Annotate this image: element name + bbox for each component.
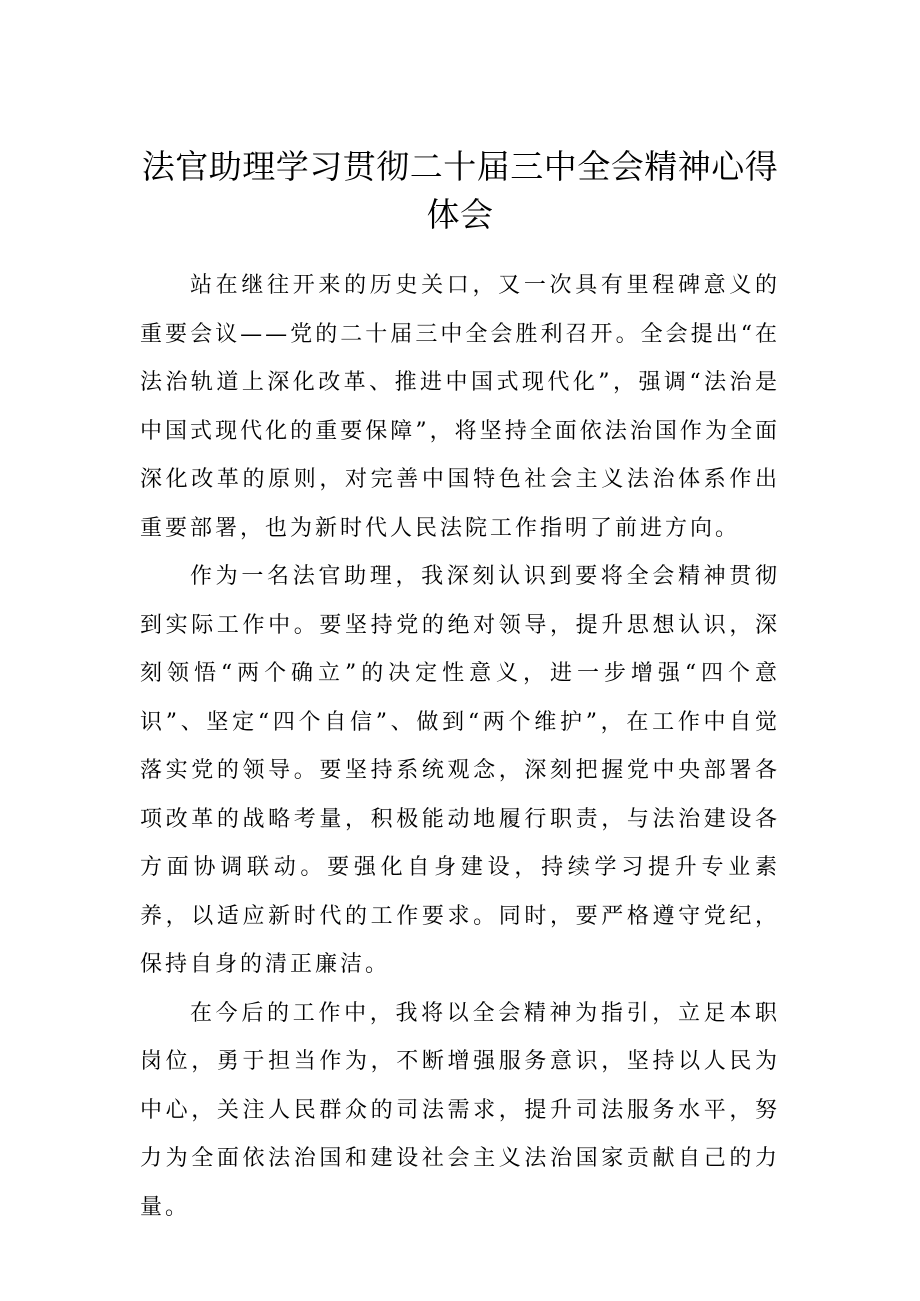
- document-body: [140, 262, 780, 1232]
- paragraph: 作为一名法官助理，我深刻认识到要将全会精神贯彻到实际工作中。要坚持党的绝对领导，提升思想认识，深刻领悟“两个确立”的决定性意义，进一步增强“四个意识”、坚定“四个自信”、做到“两个维护”，在工作中自觉落实党的领导。要坚持系统观念，深刻把握党中央部署各项改革的战略考量，积极能动地履行职责，与法治建设各方面协调联动。要强化自身建设，持续学习提升专业素养，以适应新时代的工作要求。同时，要严格遵守党纪，保持自身的清正廉洁。: [140, 564, 780, 977]
- paragraph: 站在继往开来的历史关口，又一次具有里程碑意义的重要会议——党的二十届三中全会胜利召开。全会提出“在法治轨道上深化改革、推进中国式现代化”，强调“法治是中国式现代化的重要保障”，将坚持全面依法治国作为全面深化改革的原则，对完善中国特色社会主义法治体系作出重要部署，也为新时代人民法院工作指明了前进方向。: [140, 273, 780, 541]
- page-title: 法官助理学习贯彻二十届三中全会精神心得体会: [141, 147, 779, 234]
- paragraph: 在今后的工作中，我将以全会精神为指引，立足本职岗位，勇于担当作为，不断增强服务意识，坚持以人民为中心，关注人民群众的司法需求，提升司法服务水平，努力为全面依法治国和建设社会主义法治国家贡献自己的力量。: [140, 1000, 780, 1220]
